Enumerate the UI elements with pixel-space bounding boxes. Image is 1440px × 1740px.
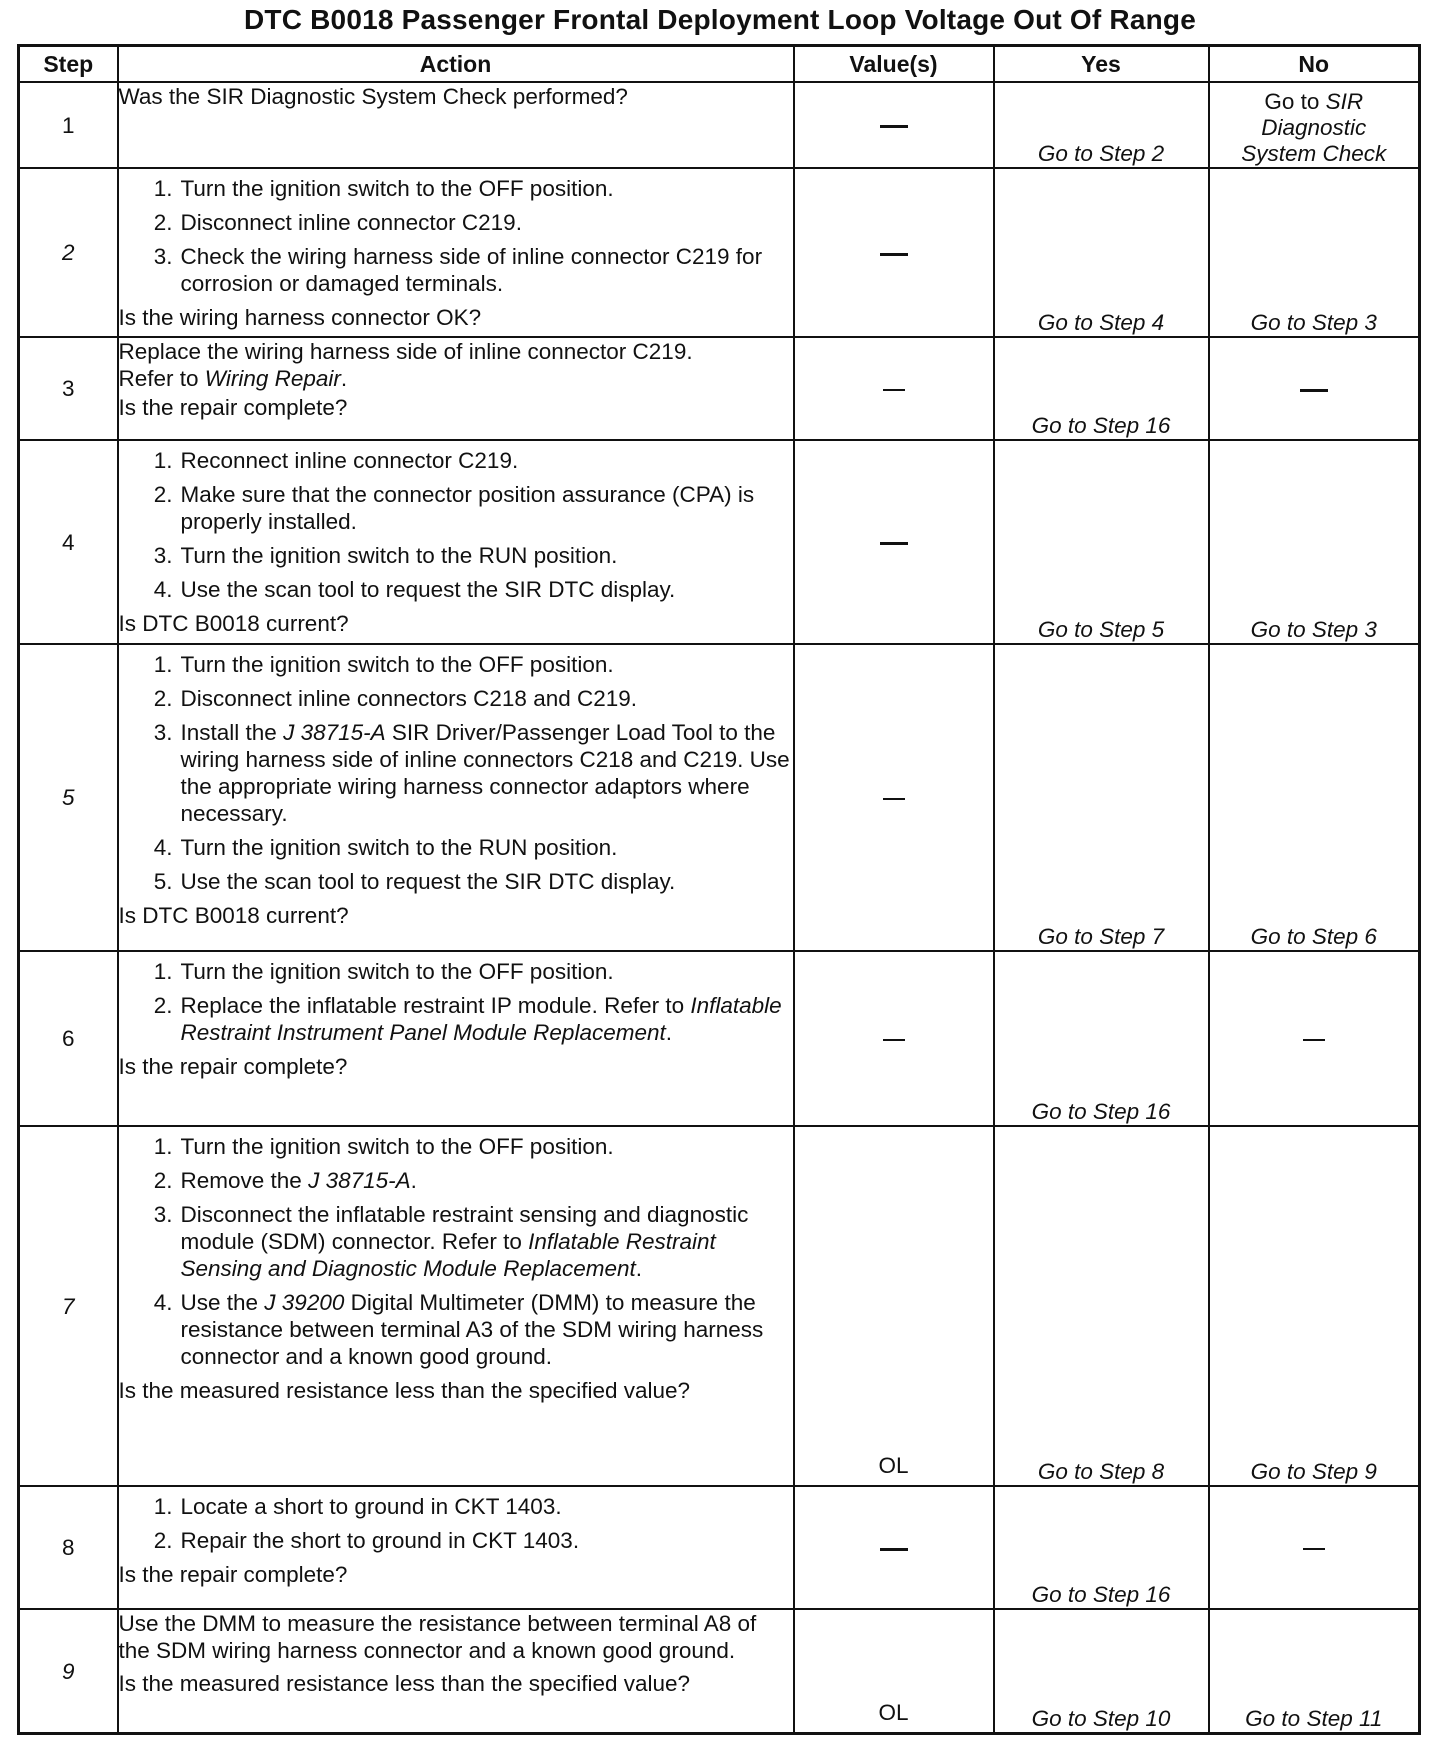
action-question: Is DTC B0018 current?: [118, 611, 349, 637]
value-dash: [883, 1039, 905, 1041]
step-number: 4: [19, 440, 118, 643]
list-item: 1. Turn the ignition switch to the OFF position.: [153, 1134, 614, 1160]
value-dash: [880, 1548, 908, 1551]
reference-link: Inflatable Restraint Sensing and Diagnostic Module Replacement: [180, 1229, 716, 1282]
action-question: Is the repair complete?: [118, 1053, 348, 1079]
action-question: Is the measured resistance less than the specified value?: [118, 1378, 691, 1404]
column-header-yes: Yes: [994, 46, 1209, 83]
no-reference: Go to SIR Diagnostic System Check: [1241, 89, 1387, 166]
action-cell: [118, 951, 794, 1127]
no-cell: [1209, 337, 1420, 441]
action-text: Was the SIR Diagnostic System Check performed?: [118, 84, 628, 109]
action-list: [119, 175, 793, 297]
value-dash: [880, 542, 908, 545]
table-row-step-4: [19, 440, 1420, 643]
no-cell: [1209, 951, 1420, 1127]
yes-cell: Go to Step 2: [994, 82, 1209, 168]
value-cell: [794, 951, 994, 1127]
table-row-step-5: [19, 644, 1420, 951]
no-cell: Go to Step 6: [1209, 644, 1420, 951]
column-header-step: Step: [19, 46, 118, 83]
action-question: Is the repair complete?: [118, 394, 348, 420]
action-cell: [118, 644, 794, 951]
reference-link: Inflatable Restraint Instrument Panel Module Replacement: [180, 992, 782, 1045]
step-number: 2: [19, 168, 118, 336]
yes-cell: Go to Step 16: [994, 337, 1209, 441]
value-dash: [880, 125, 908, 128]
no-cell: [1209, 82, 1420, 168]
column-header-value: Value(s): [794, 46, 994, 83]
action-question: Is the wiring harness connector OK?: [118, 305, 482, 331]
list-item: 2. Replace the inflatable restraint IP module. Refer to Inflatable Restraint Instrument Panel Module Replacement.: [153, 992, 782, 1045]
step-number: 7: [19, 1126, 118, 1485]
step-number: 3: [19, 337, 118, 441]
action-list: [119, 1493, 793, 1554]
tool-reference: J 38715-A: [308, 1168, 411, 1194]
no-dash: [1300, 389, 1328, 392]
header-row: [19, 46, 1420, 83]
no-dash: [1303, 1039, 1325, 1041]
table-row-step-7: [19, 1126, 1420, 1485]
action-text: Replace the wiring harness side of inline connector C219. Refer to Wiring Repair.: [118, 338, 693, 391]
tool-reference: J 39200: [264, 1290, 345, 1316]
list-item: 1. Turn the ignition switch to the OFF position.: [153, 176, 614, 202]
no-cell: Go to Step 3: [1209, 440, 1420, 643]
list-item: 2. Remove the J 38715-A.: [153, 1168, 417, 1194]
table-row-step-9: [19, 1609, 1420, 1733]
yes-cell: Go to Step 8: [994, 1126, 1209, 1485]
action-question: Is the repair complete?: [118, 1561, 348, 1587]
list-item: 1. Turn the ignition switch to the OFF position.: [153, 958, 614, 984]
value-dash: [880, 253, 908, 256]
no-cell: Go to Step 9: [1209, 1126, 1420, 1485]
table-row-step-2: [19, 168, 1420, 336]
action-cell: [118, 1609, 794, 1733]
column-header-no: No: [1209, 46, 1420, 83]
reference-link: Wiring Repair: [204, 365, 341, 391]
action-cell: [118, 440, 794, 643]
list-item: 2. Make sure that the connector position assurance (CPA) is properly installed.: [153, 482, 755, 535]
step-number: 5: [19, 644, 118, 951]
value-cell: [794, 82, 994, 168]
step-number: 8: [19, 1486, 118, 1609]
tool-reference: J 38715-A: [283, 719, 386, 745]
column-header-action: Action: [118, 46, 794, 83]
value-cell: [794, 644, 994, 951]
action-question: Is the measured resistance less than the specified value?: [118, 1671, 691, 1697]
yes-cell: Go to Step 10: [994, 1609, 1209, 1733]
action-cell: [118, 168, 794, 336]
table-row-step-3: [19, 337, 1420, 441]
page-title: DTC B0018 Passenger Frontal Deployment Loop Voltage Out Of Range: [244, 4, 1196, 35]
table-row-step-6: [19, 951, 1420, 1127]
list-item: 2. Disconnect inline connector C219.: [153, 210, 522, 236]
list-item: 4. Use the J 39200 Digital Multimeter (DMM) to measure the resistance between terminal A3 of the SDM wiring harness connector and a known good ground.: [153, 1290, 764, 1370]
no-cell: Go to Step 11: [1209, 1609, 1420, 1733]
action-question: Is DTC B0018 current?: [118, 902, 349, 928]
list-item: 1. Turn the ignition switch to the OFF position.: [153, 651, 614, 677]
action-cell: [118, 1486, 794, 1609]
step-number: 9: [19, 1609, 118, 1733]
value-cell: [794, 440, 994, 643]
action-list: [119, 1133, 793, 1370]
list-item: 3. Disconnect the inflatable restraint sensing and diagnostic module (SDM) connector. Refer to Inflatable Restraint Sensing and Diagnostic Module Replacement.: [153, 1202, 749, 1282]
yes-cell: Go to Step 16: [994, 1486, 1209, 1609]
list-item: 2. Repair the short to ground in CKT 1403.: [153, 1527, 580, 1553]
no-cell: Go to Step 3: [1209, 168, 1420, 336]
value-cell: OL: [794, 1609, 994, 1733]
list-item: 2. Disconnect inline connectors C218 and C219.: [153, 685, 638, 711]
list-item: 1. Locate a short to ground in CKT 1403.: [153, 1493, 562, 1519]
yes-cell: Go to Step 5: [994, 440, 1209, 643]
yes-cell: Go to Step 7: [994, 644, 1209, 951]
list-item: 4. Use the scan tool to request the SIR DTC display.: [153, 577, 676, 603]
action-cell: [118, 1126, 794, 1485]
action-list: [119, 447, 793, 603]
yes-cell: Go to Step 16: [994, 951, 1209, 1127]
value-dash: [883, 389, 905, 391]
list-item: 3. Turn the ignition switch to the RUN position.: [153, 543, 618, 569]
value-cell: [794, 168, 994, 336]
action-list: [119, 958, 793, 1046]
value-cell: OL: [794, 1126, 994, 1485]
value-cell: [794, 1486, 994, 1609]
yes-cell: Go to Step 4: [994, 168, 1209, 336]
no-cell: [1209, 1486, 1420, 1609]
step-number: 6: [19, 951, 118, 1127]
table-row-step-1: [19, 82, 1420, 168]
list-item: 4. Turn the ignition switch to the RUN position.: [153, 834, 618, 860]
list-item: 3. Install the J 38715-A SIR Driver/Passenger Load Tool to the wiring harness side of inline connectors C218 and C219. Use the appropriate wiring harness connector adaptors where necessary.: [153, 719, 790, 826]
list-item: 3. Check the wiring harness side of inline connector C219 for corrosion or damaged terminals.: [153, 244, 763, 297]
action-cell: [118, 337, 794, 441]
list-item: 5. Use the scan tool to request the SIR DTC display.: [153, 868, 676, 894]
value-cell: [794, 337, 994, 441]
no-dash: [1303, 1548, 1325, 1550]
step-number: 1: [19, 82, 118, 168]
action-cell: [118, 82, 794, 168]
table-row-step-8: [19, 1486, 1420, 1609]
action-text: Use the DMM to measure the resistance between terminal A8 of the SDM wiring harness connector and a known good ground.: [118, 1611, 757, 1664]
diagnostic-table: [17, 44, 1421, 1735]
value-dash: [883, 798, 905, 800]
list-item: 1. Reconnect inline connector C219.: [153, 448, 519, 474]
action-list: [119, 651, 793, 895]
